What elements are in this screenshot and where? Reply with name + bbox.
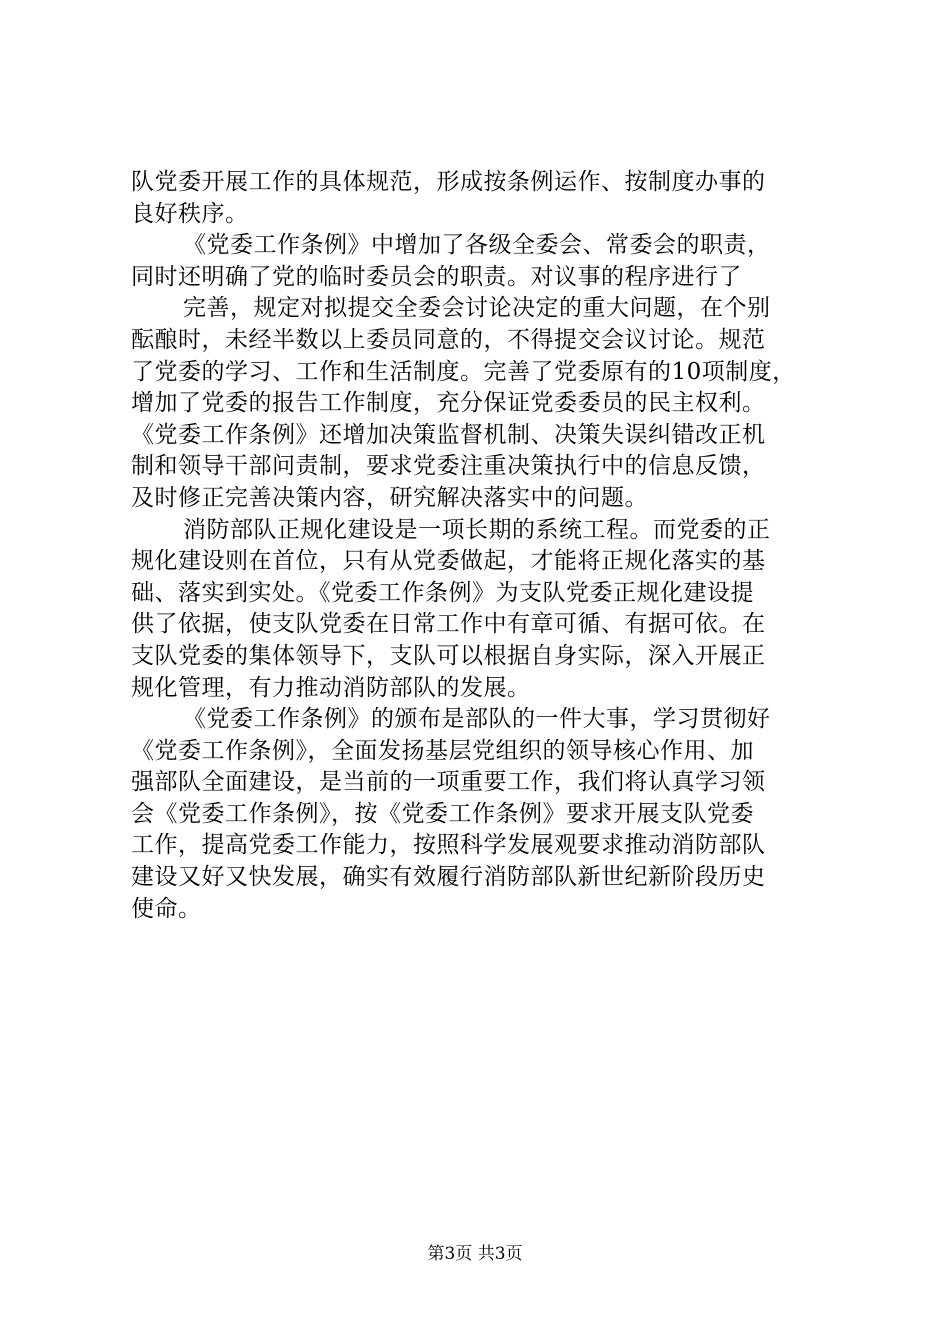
text-line: 规化管理，有力推动消防部队的发展。 xyxy=(131,674,531,701)
text-line: 了党委的学习、工作和生活制度。完善了党委原有的10项制度， xyxy=(131,358,796,385)
text-line: 使命。 xyxy=(131,895,202,922)
text-line: 强部队全面建设，是当前的一项重要工作，我们将认真学习领 xyxy=(131,769,766,796)
page-number-footer: 第3页 共3页 xyxy=(427,1244,523,1264)
text-line: 工作，提高党委工作能力，按照科学发展观要求推动消防部队 xyxy=(131,832,766,859)
document-body xyxy=(131,167,831,925)
text-line: 酝酿时，未经半数以上委员同意的，不得提交会议讨论。规范 xyxy=(131,326,766,353)
text-line: 队党委开展工作的具体规范，形成按条例运作、按制度办事的 xyxy=(131,169,766,195)
text-line: 支队党委的集体领导下，支队可以根据自身实际，深入开展正 xyxy=(131,642,766,669)
text-line: 增加了党委的报告工作制度，充分保证党委委员的民主权利。 xyxy=(131,390,766,417)
text-line: 建设又好又快发展，确实有效履行消防部队新世纪新阶段历史 xyxy=(131,864,766,891)
text-line: 制和领导干部问责制，要求党委注重决策执行中的信息反馈， xyxy=(131,453,766,480)
paragraph-start-line: 《党委工作条例》的颁布是部队的一件大事，学习贯彻好 xyxy=(183,706,771,733)
paragraph-start-line: 《党委工作条例》中增加了各级全委会、常委会的职责， xyxy=(183,232,771,259)
text-line: 及时修正完善决策内容，研究解决落实中的问题。 xyxy=(131,484,648,511)
text-line: 会《党委工作条例》，按《党委工作条例》要求开展支队党委 xyxy=(131,800,754,827)
text-line: 供了依据，使支队党委在日常工作中有章可循、有据可依。在 xyxy=(131,611,766,638)
text-line: 良好秩序。 xyxy=(131,200,249,227)
paragraph-start-line: 完善，规定对拟提交全委会讨论决定的重大问题，在个别 xyxy=(183,295,771,322)
text-line: 同时还明确了党的临时委员会的职责。对议事的程序进行了 xyxy=(131,263,742,290)
text-line: 规化建设则在首位，只有从党委做起，才能将正规化落实的基 xyxy=(131,548,766,575)
paragraph-start-line: 消防部队正规化建设是一项长期的系统工程。而党委的正 xyxy=(183,516,771,543)
text-line: 《党委工作条例》还增加决策监督机制、决策失误纠错改正机 xyxy=(131,421,766,448)
text-line: 《党委工作条例》，全面发扬基层党组织的领导核心作用、加 xyxy=(131,737,754,764)
text-line: 础、落实到实处。《党委工作条例》为支队党委正规化建设提 xyxy=(131,579,754,606)
